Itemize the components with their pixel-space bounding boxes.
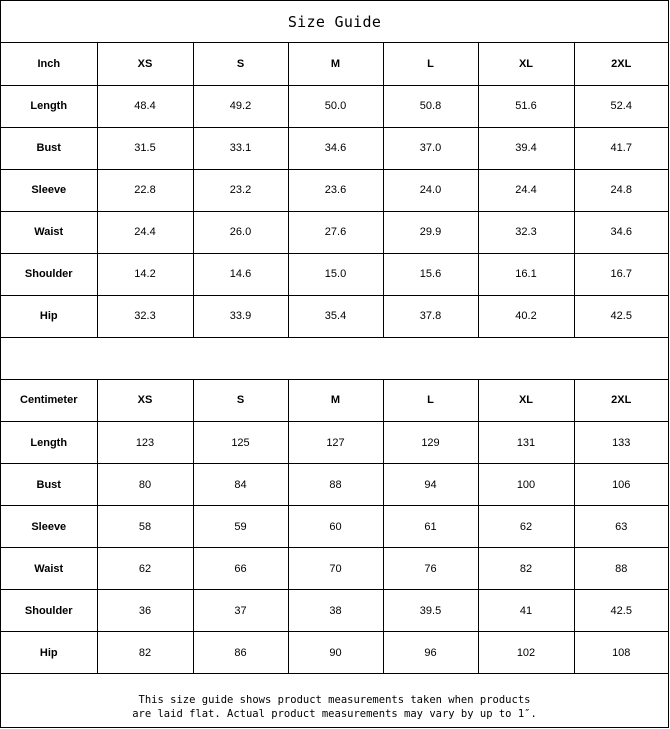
measurement-label: Waist: [1, 548, 97, 590]
measurement-value: 131: [478, 422, 574, 464]
measurement-value: 63: [574, 506, 668, 548]
size-header-cell: 2XL: [574, 380, 668, 422]
measurement-value: 31.5: [97, 127, 193, 169]
size-header-cell: L: [383, 380, 478, 422]
measurement-value: 96: [383, 632, 478, 674]
size-header-cell: XL: [478, 43, 574, 85]
measurement-value: 90: [288, 632, 383, 674]
measurement-value: 62: [478, 506, 574, 548]
size-header-cell: S: [193, 43, 288, 85]
measurement-value: 52.4: [574, 85, 668, 127]
measurement-value: 23.6: [288, 169, 383, 211]
size-header-cell: XS: [97, 380, 193, 422]
measurement-value: 23.2: [193, 169, 288, 211]
measurement-value: 40.2: [478, 295, 574, 337]
measurement-value: 61: [383, 506, 478, 548]
size-header-cell: L: [383, 43, 478, 85]
measurement-value: 66: [193, 548, 288, 590]
size-guide-title: Size Guide: [1, 1, 668, 43]
size-header-cell: XS: [97, 43, 193, 85]
size-header-cell: S: [193, 380, 288, 422]
measurement-value: 16.7: [574, 253, 668, 295]
measurement-value: 41: [478, 590, 574, 632]
measurement-label: Shoulder: [1, 590, 97, 632]
measurement-value: 24.0: [383, 169, 478, 211]
measurement-value: 108: [574, 632, 668, 674]
measurement-label: Waist: [1, 211, 97, 253]
note-line-2: are laid flat. Actual product measurements may vary by up to 1″.: [132, 707, 537, 720]
measurement-value: 50.8: [383, 85, 478, 127]
measurement-value: 15.6: [383, 253, 478, 295]
measurement-value: 22.8: [97, 169, 193, 211]
measurement-value: 41.7: [574, 127, 668, 169]
measurement-value: 94: [383, 464, 478, 506]
size-header-cell: XL: [478, 380, 574, 422]
measurement-value: 35.4: [288, 295, 383, 337]
measurement-value: 36: [97, 590, 193, 632]
measurement-value: 88: [288, 464, 383, 506]
size-header-cell: M: [288, 43, 383, 85]
measurement-value: 82: [478, 548, 574, 590]
centimeter-size-table: [1, 380, 668, 675]
note-line-1: This size guide shows product measurements taken when products: [138, 693, 531, 706]
table-header-row: [1, 380, 668, 422]
table-row: [1, 295, 668, 337]
measurement-value: 62: [97, 548, 193, 590]
measurement-value: 38: [288, 590, 383, 632]
measurement-value: 125: [193, 422, 288, 464]
table-row: [1, 85, 668, 127]
measurement-value: 100: [478, 464, 574, 506]
measurement-value: 49.2: [193, 85, 288, 127]
measurement-value: 51.6: [478, 85, 574, 127]
table-row: [1, 506, 668, 548]
measurement-value: 24.8: [574, 169, 668, 211]
measurement-value: 88: [574, 548, 668, 590]
measurement-label: Sleeve: [1, 506, 97, 548]
measurement-value: 37: [193, 590, 288, 632]
measurement-value: 27.6: [288, 211, 383, 253]
table-row: [1, 548, 668, 590]
table-row: [1, 169, 668, 211]
measurement-value: 14.6: [193, 253, 288, 295]
measurement-value: 26.0: [193, 211, 288, 253]
measurement-label: Hip: [1, 295, 97, 337]
measurement-label: Bust: [1, 464, 97, 506]
table-row: [1, 464, 668, 506]
measurement-value: 29.9: [383, 211, 478, 253]
measurement-value: 24.4: [478, 169, 574, 211]
measurement-value: 32.3: [478, 211, 574, 253]
table-separator: [1, 338, 668, 380]
table-row: [1, 127, 668, 169]
measurement-label: Length: [1, 422, 97, 464]
table-row: [1, 253, 668, 295]
table-row: [1, 422, 668, 464]
measurement-value: 39.4: [478, 127, 574, 169]
measurement-value: 82: [97, 632, 193, 674]
measurement-value: 24.4: [97, 211, 193, 253]
table-row: [1, 632, 668, 674]
table-row: [1, 211, 668, 253]
table-row: [1, 590, 668, 632]
measurement-label: Sleeve: [1, 169, 97, 211]
measurement-value: 42.5: [574, 295, 668, 337]
measurement-label: Length: [1, 85, 97, 127]
measurement-value: 16.1: [478, 253, 574, 295]
measurement-value: 50.0: [288, 85, 383, 127]
measurement-value: 70: [288, 548, 383, 590]
unit-header-cell: Centimeter: [1, 380, 97, 422]
measurement-value: 127: [288, 422, 383, 464]
size-header-cell: 2XL: [574, 43, 668, 85]
measurement-value: 37.8: [383, 295, 478, 337]
measurement-label: Bust: [1, 127, 97, 169]
measurement-value: 102: [478, 632, 574, 674]
measurement-value: 32.3: [97, 295, 193, 337]
measurement-value: 58: [97, 506, 193, 548]
measurement-value: 37.0: [383, 127, 478, 169]
measurement-value: 59: [193, 506, 288, 548]
measurement-value: 48.4: [97, 85, 193, 127]
measurement-value: 39.5: [383, 590, 478, 632]
measurement-value: 106: [574, 464, 668, 506]
measurement-value: 60: [288, 506, 383, 548]
measurement-label: Hip: [1, 632, 97, 674]
measurement-value: 15.0: [288, 253, 383, 295]
measurement-value: 14.2: [97, 253, 193, 295]
measurement-value: 34.6: [288, 127, 383, 169]
measurement-value: 123: [97, 422, 193, 464]
measurement-value: 129: [383, 422, 478, 464]
measurement-note: [1, 686, 668, 727]
measurement-value: 84: [193, 464, 288, 506]
measurement-value: 76: [383, 548, 478, 590]
unit-header-cell: Inch: [1, 43, 97, 85]
size-header-cell: M: [288, 380, 383, 422]
measurement-value: 133: [574, 422, 668, 464]
measurement-value: 34.6: [574, 211, 668, 253]
measurement-value: 42.5: [574, 590, 668, 632]
measurement-value: 80: [97, 464, 193, 506]
inch-size-table: [1, 43, 668, 338]
table-header-row: [1, 43, 668, 85]
measurement-value: 86: [193, 632, 288, 674]
measurement-value: 33.9: [193, 295, 288, 337]
measurement-value: 33.1: [193, 127, 288, 169]
measurement-label: Shoulder: [1, 253, 97, 295]
